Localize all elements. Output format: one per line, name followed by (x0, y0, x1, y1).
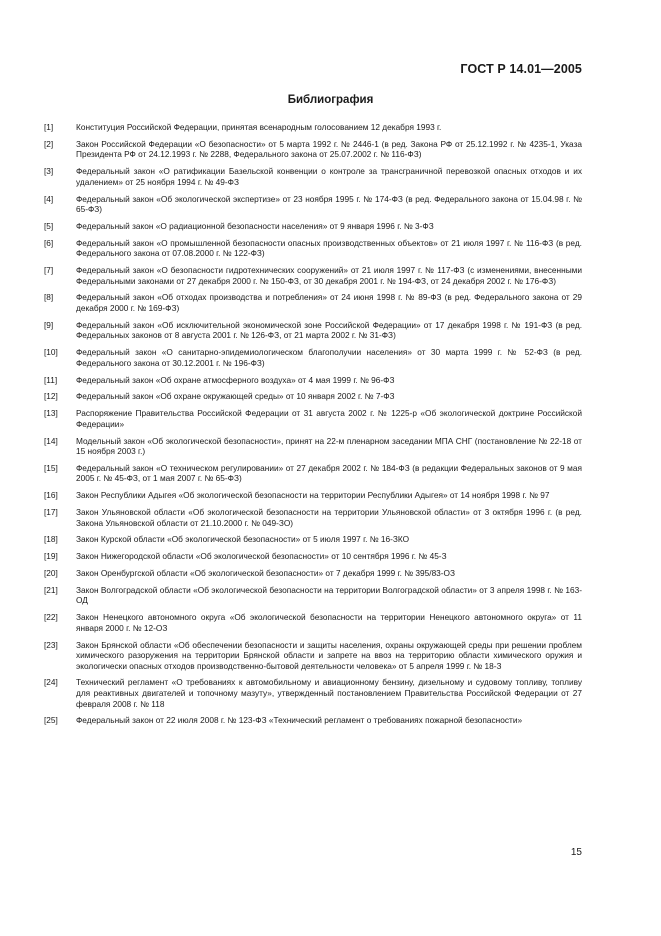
entry-text: Федеральный закон «Об охране атмосферного воздуха» от 4 мая 1999 г. № 96-ФЗ (76, 374, 395, 385)
bibliography-entry (44, 238, 582, 259)
bibliography-entry (44, 265, 582, 286)
entry-number: [15] (44, 462, 58, 473)
entry-number: [16] (44, 490, 58, 501)
entry-text: Закон Нижегородской области «Об экологической безопасности» от 10 сентября 1996 г. № 45-З (76, 551, 447, 562)
entry-number: [4] (44, 193, 54, 204)
entry-text: Закон Курской области «Об экологической безопасности» от 5 июля 1997 г. № 16-ЗКО (76, 534, 410, 545)
bibliography-entry (44, 585, 582, 606)
bibliography-entry (44, 122, 582, 133)
bibliography-title: Библиография (287, 94, 374, 106)
entry-text: Технический регламент «О требованиях к автомобильному и авиационному бензину, дизельному и судовому топливу, топливу для реактивных двигателей и топочному мазуту», утвержденный постановлением Правительства Российской Федерации от 27 февраля 2008 г. № 118 (76, 677, 582, 709)
bibliography-entry (44, 139, 582, 160)
entry-number: [1] (44, 122, 54, 132)
entry-number: [21] (44, 584, 58, 595)
bibliography-entry (44, 408, 582, 429)
bibliography-entry (44, 640, 582, 672)
entry-text: Закон Оренбургской области «Об экологической безопасности» от 7 декабря 1999 г. № 395/83-ОЗ (76, 567, 456, 578)
entry-text: Федеральный закон «Об исключительной экономической зоне Российской Федерации» от 17 декабря 1998 г. № 191-ФЗ (в ред. Федеральных законов от 8 августа 2001 г. № 126-ФЗ, от 21 марта 2002 г. № 31-ФЗ) (76, 319, 582, 341)
entry-text: Модельный закон «Об экологической безопасности», принят на 22-м пленарном заседании МПА СНГ (постановление № 22-18 от 15 ноября 2003 г.) (76, 435, 582, 457)
entry-text: Закон Волгоградской области «Об экологической безопасности на территории Волгоградской области» от 3 апреля 1998 г. № 163-ОД (76, 584, 582, 606)
entry-text: Закон Брянской области «Об обеспечении безопасности и защиты населения, охраны окружающей среды при решении проблем химического разоружения на территории Брянской области и запрете на ввоз на территорию области химического оружия и экологически опасных отходов производственно-бытовой деятельности человека» от 5 апреля 1999 г. № 18-З (76, 639, 582, 671)
entry-text: Федеральный закон от 22 июля 2008 г. № 123-ФЗ «Технический регламент о требованиях пожарной безопасности» (76, 715, 523, 726)
entry-text: Федеральный закон «О безопасности гидротехнических сооружений» от 21 июля 1997 г. № 117-ФЗ (с изменениями, внесенными Федеральными законами от 27 декабря 2000 г. № 150-ФЗ, от 30 декабря 2001 г. № 194-ФЗ, от 24 декабря 2002 г. № 176-ФЗ) (76, 265, 582, 286)
entry-number: [13] (44, 408, 58, 419)
entry-number: [14] (44, 435, 58, 446)
entry-text: Распоряжение Правительства Российской Федерации от 31 августа 2002 г. № 1225-р «Об экологической доктрине Российской Федерации» (76, 408, 582, 429)
entry-number: [5] (44, 220, 54, 231)
bibliography-entry (44, 507, 582, 528)
bibliography-entry (44, 347, 582, 368)
entry-number: [20] (44, 567, 58, 578)
bibliography-entry (44, 463, 582, 484)
bibliography-entry (44, 221, 582, 232)
entry-text: Закон Российской Федерации «О безопасности» от 5 марта 1992 г. № 2446-1 (в ред. Закона РФ от 25.12.1992 г. № 4235-1, Указа Президента РФ от 24.12.1993 г. № 2288, Федерального закона от 25.07.2002 г. № 116-ФЗ) (76, 138, 582, 160)
entry-number: [17] (44, 507, 58, 518)
bibliography-list (44, 122, 582, 732)
entry-number: [11] (44, 374, 58, 385)
entry-number: [2] (44, 138, 54, 149)
document-code: ГОСТ Р 14.01—2005 (460, 62, 582, 76)
bibliography-entry (44, 677, 582, 709)
entry-text: Федеральный закон «Об экологической экспертизе» от 23 ноября 1995 г. № 174-ФЗ (в ред. Федерального закона от 15.04.98 г. № 65-ФЗ) (76, 193, 582, 215)
entry-number: [24] (44, 677, 58, 688)
entry-number: [9] (44, 319, 54, 330)
bibliography-entry (44, 568, 582, 579)
entry-text: Федеральный закон «Об отходах производства и потребления» от 24 июня 1998 г. № 89-ФЗ (в ред. Федерального закона от 29 декабря 2000 г. № 169-ФЗ) (76, 292, 582, 314)
bibliography-entry (44, 391, 582, 402)
bibliography-entry (44, 436, 582, 457)
entry-number: [23] (44, 639, 58, 650)
bibliography-entry (44, 715, 582, 726)
entry-number: [19] (44, 551, 58, 562)
entry-text: Федеральный закон «Об охране окружающей среды» от 10 января 2002 г. № 7-ФЗ (76, 391, 395, 402)
bibliography-entry (44, 534, 582, 545)
entry-number: [6] (44, 237, 54, 248)
page-number: 15 (570, 847, 582, 858)
bibliography-entry (44, 551, 582, 562)
entry-text: Федеральный закон «О радиационной безопасности населения» от 9 января 1996 г. № 3-ФЗ (76, 220, 434, 231)
entry-text: Федеральный закон «О ратификации Базельской конвенции о контроле за трансграничной перевозкой опасных отходов и их удалением» от 25 ноября 1994 г. № 49-ФЗ (76, 166, 582, 187)
entry-text: Федеральный закон «О промышленной безопасности опасных производственных объектов» от 21 июля 1997 г. № 116-ФЗ (в ред. Федерального закона от 07.08.2000 г. № 122-ФЗ) (76, 237, 582, 259)
bibliography-entry (44, 292, 582, 313)
entry-number: [8] (44, 292, 54, 303)
entry-number: [18] (44, 534, 58, 545)
bibliography-entry (44, 194, 582, 215)
bibliography-entry (44, 375, 582, 386)
entry-number: [3] (44, 166, 54, 177)
entry-text: Федеральный закон «О санитарно-эпидемиологическом благополучии населения» от 30 марта 1999 г. № 52-ФЗ (в ред. Федерального закона от 30.12.2001 г. № 196-ФЗ) (76, 347, 582, 368)
entry-number: [12] (44, 391, 58, 402)
entry-number: [22] (44, 612, 58, 623)
entry-number: [10] (44, 347, 58, 358)
entry-number: [7] (44, 265, 54, 276)
entry-text: Закон Республики Адыгея «Об экологической безопасности на территории Республики Адыгея» от 14 ноября 1998 г. № 97 (76, 490, 550, 501)
entry-text: Федеральный закон «О техническом регулировании» от 27 декабря 2002 г. № 184-ФЗ (в редакции Федеральных законов от 9 мая 2005 г. № 45-ФЗ, от 1 мая 2007 г. № 65-ФЗ) (76, 462, 582, 484)
entry-text: Конституция Российской Федерации, принятая всенародным голосованием 12 декабря 1993 г. (76, 122, 442, 132)
entry-text: Закон Ненецкого автономного округа «Об экологической безопасности на территории Ненецкого автономного округа» от 11 января 2000 г. № 12-ОЗ (76, 612, 582, 633)
entry-text: Закон Ульяновской области «Об экологической безопасности на территории Ульяновской области» от 3 октября 1996 г. (в ред. Закона Ульяновской области от 21.10.2000 г. № 049-ЗО) (76, 507, 582, 528)
bibliography-entry (44, 612, 582, 633)
bibliography-entry (44, 490, 582, 501)
bibliography-entry (44, 166, 582, 187)
bibliography-entry (44, 320, 582, 341)
entry-number: [25] (44, 715, 58, 726)
